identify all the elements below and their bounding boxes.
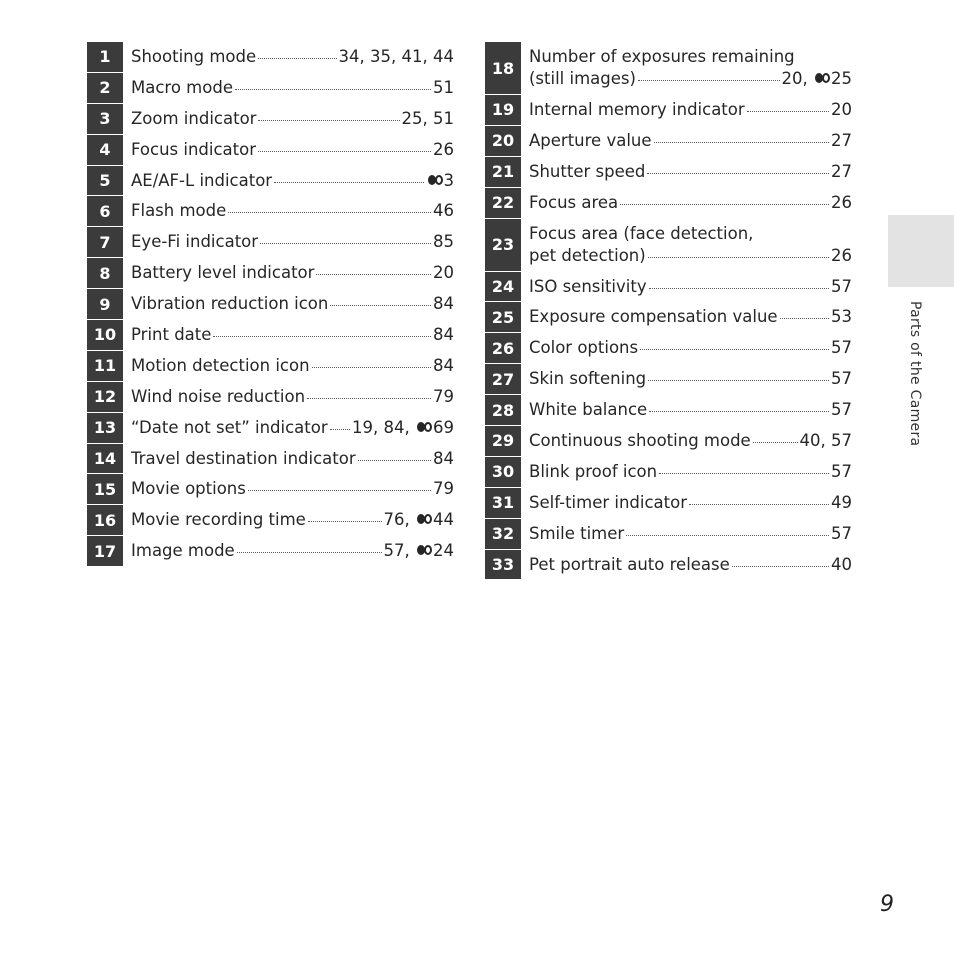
item-description: [521, 157, 852, 187]
page-reference: [352, 417, 454, 439]
item-label: Image mode: [131, 541, 235, 561]
legend-item: [485, 457, 852, 487]
item-line: [529, 523, 852, 545]
item-label: Shooting mode: [131, 46, 257, 66]
page-reference-text: 53: [831, 307, 852, 327]
legend-item: [485, 219, 852, 271]
legend-item: [87, 196, 454, 226]
item-label: Wind noise reduction: [131, 386, 306, 406]
item-line: [529, 399, 852, 421]
dot-leader: [248, 490, 431, 491]
page-reference: [433, 355, 454, 377]
item-label: Blink proof icon: [529, 461, 658, 481]
item-label: Flash mode: [131, 201, 227, 221]
dot-leader: [330, 305, 431, 306]
legend-item: [87, 289, 454, 319]
item-label: Self-timer indicator: [529, 492, 688, 512]
item-label: Aperture value: [529, 130, 652, 150]
dot-leader: [649, 411, 829, 412]
page-reference-text: 27: [831, 161, 852, 181]
legend-item: [87, 320, 454, 350]
reference-section-icon: [815, 72, 831, 85]
item-description: [521, 457, 852, 487]
item-line: [529, 337, 852, 359]
item-description: [521, 550, 852, 580]
page-reference-text: 20: [831, 99, 852, 119]
item-description: [521, 95, 852, 125]
legend-item: [87, 42, 454, 72]
item-number-badge: 17: [87, 536, 123, 566]
item-number-badge: 29: [485, 426, 521, 456]
legend-item: [485, 95, 852, 125]
legend-item: [485, 550, 852, 580]
legend-item: [485, 42, 852, 94]
item-description: [123, 104, 454, 134]
section-label: Parts of the Camera: [907, 301, 923, 447]
item-number-badge: 7: [87, 227, 123, 257]
reference-section-icon: [417, 421, 433, 434]
item-description: [123, 166, 454, 196]
item-description: [123, 258, 454, 288]
page-reference: [831, 492, 852, 514]
dot-leader: [312, 367, 431, 368]
item-label: AE/AF-L indicator: [131, 170, 273, 190]
item-label: Number of exposures remaining: [529, 47, 795, 66]
legend-item: [485, 519, 852, 549]
item-description: [123, 382, 454, 412]
legend-item: [485, 395, 852, 425]
page-reference: [782, 68, 853, 90]
dot-leader: [258, 120, 399, 121]
item-number-badge: 22: [485, 188, 521, 218]
page-reference-text: 57: [831, 338, 852, 358]
item-line: [529, 306, 852, 328]
item-label: White balance: [529, 400, 648, 420]
item-label: Focus area: [529, 192, 619, 212]
legend-item: [87, 413, 454, 443]
page-reference-suffix: 3: [443, 170, 454, 190]
page-reference: [426, 170, 455, 192]
page-reference-text: 57: [831, 461, 852, 481]
reference-section-icon: [417, 513, 433, 526]
item-description: [521, 488, 852, 518]
item-number-badge: 25: [485, 302, 521, 332]
page-reference: [384, 540, 455, 562]
dot-leader: [648, 257, 829, 258]
item-number-badge: 5: [87, 166, 123, 196]
item-description: [123, 42, 454, 72]
item-description: [123, 289, 454, 319]
dot-leader: [316, 274, 431, 275]
item-line: [131, 293, 454, 315]
item-line: [131, 231, 454, 253]
legend-item: [87, 227, 454, 257]
item-line: [131, 417, 454, 439]
page-reference-suffix: 24: [433, 541, 454, 561]
legend-item: [485, 126, 852, 156]
item-label: Eye-Fi indicator: [131, 232, 259, 252]
item-label: (still images): [529, 69, 636, 88]
page-reference-text: 57: [831, 523, 852, 543]
page-reference-suffix: 44: [433, 510, 454, 530]
legend-item: [485, 488, 852, 518]
dot-leader: [648, 380, 829, 381]
page-reference-suffix: 69: [433, 417, 454, 437]
item-number-badge: 2: [87, 73, 123, 103]
page-number: 9: [880, 892, 894, 917]
item-number-badge: 9: [87, 289, 123, 319]
item-description: [521, 219, 852, 271]
item-label: Continuous shooting mode: [529, 430, 751, 450]
item-number-badge: 12: [87, 382, 123, 412]
page-reference-text: 51: [433, 77, 454, 97]
legend-item: [87, 135, 454, 165]
item-line: [131, 386, 454, 408]
item-description: [123, 135, 454, 165]
item-description: [123, 413, 454, 443]
item-description: [521, 395, 852, 425]
dot-leader: [649, 288, 829, 289]
page-reference: [831, 399, 852, 421]
item-line: [529, 223, 852, 245]
legend-item: [87, 351, 454, 381]
page-reference: [402, 108, 454, 130]
item-description: [521, 519, 852, 549]
page-reference: [831, 461, 852, 483]
item-description: [521, 272, 852, 302]
item-line: [529, 461, 852, 483]
item-number-badge: 14: [87, 444, 123, 474]
item-label: pet detection): [529, 245, 646, 265]
page-reference-text: 85: [433, 232, 454, 252]
legend-item: [485, 364, 852, 394]
page-reference-text: 76,: [383, 510, 415, 530]
item-description: [521, 302, 852, 332]
page-reference: [831, 192, 852, 214]
item-line: [131, 478, 454, 500]
item-label: Focus area (face detection,: [529, 223, 754, 243]
page-reference: [433, 448, 454, 470]
page-reference-text: 40, 57: [799, 430, 852, 450]
page-reference-text: 79: [433, 386, 454, 406]
item-label: Internal memory indicator: [529, 99, 745, 119]
item-line: [529, 554, 852, 576]
legend-item: [485, 157, 852, 187]
legend-item: [485, 272, 852, 302]
item-description: [123, 351, 454, 381]
item-line: [131, 108, 454, 130]
dot-leader: [258, 151, 431, 152]
legend-item: [87, 505, 454, 535]
dot-leader: [308, 521, 382, 522]
item-number-badge: 28: [485, 395, 521, 425]
item-line: [529, 368, 852, 390]
item-line: [131, 540, 454, 562]
page-reference: [831, 337, 852, 359]
page-reference-text: 20,: [781, 69, 813, 88]
item-number-badge: 19: [485, 95, 521, 125]
dot-leader: [274, 182, 423, 183]
item-line: [529, 245, 852, 267]
legend-item: [485, 426, 852, 456]
page-reference: [433, 293, 454, 315]
item-description: [123, 444, 454, 474]
item-line: [529, 492, 852, 514]
section-tab: [888, 215, 954, 287]
page-reference-text: 46: [433, 201, 454, 221]
page-reference: [831, 161, 852, 183]
legend-item: [87, 382, 454, 412]
item-number-badge: 24: [485, 272, 521, 302]
item-description: [123, 196, 454, 226]
item-number-badge: 1: [87, 42, 123, 72]
item-number-badge: 20: [485, 126, 521, 156]
page-reference-text: 84: [433, 355, 454, 375]
page-reference: [433, 231, 454, 253]
dot-leader: [640, 349, 829, 350]
item-number-badge: 26: [485, 333, 521, 363]
dot-leader: [689, 504, 829, 505]
page-reference: [433, 200, 454, 222]
item-label: Motion detection icon: [131, 355, 310, 375]
dot-leader: [235, 89, 431, 90]
item-number-badge: 6: [87, 196, 123, 226]
legend-item: [485, 302, 852, 332]
item-line: [131, 355, 454, 377]
page-reference-text: 19, 84,: [352, 417, 415, 437]
item-line: [131, 324, 454, 346]
item-number-badge: 3: [87, 104, 123, 134]
page-reference-text: 27: [831, 130, 852, 150]
legend-item: [485, 333, 852, 363]
page-reference: [800, 430, 852, 452]
legend-item: [87, 444, 454, 474]
item-number-badge: 8: [87, 258, 123, 288]
dot-leader: [620, 204, 829, 205]
page-reference-text: 84: [433, 294, 454, 314]
dot-leader: [626, 535, 829, 536]
item-line: [529, 276, 852, 298]
item-label: Focus indicator: [131, 139, 256, 159]
page-reference: [831, 306, 852, 328]
page-reference-text: 57: [831, 276, 852, 296]
item-line: [131, 77, 454, 99]
dot-leader: [228, 212, 431, 213]
dot-leader: [307, 398, 431, 399]
item-number-badge: 30: [485, 457, 521, 487]
item-description: [521, 188, 852, 218]
item-number-badge: 18: [485, 42, 521, 94]
page-reference-suffix: 25: [831, 69, 852, 88]
reference-section-icon: [417, 544, 433, 557]
item-number-badge: 4: [87, 135, 123, 165]
legend-item: [485, 188, 852, 218]
page-reference-text: 26: [831, 192, 852, 212]
page-reference: [831, 276, 852, 298]
page-reference-text: 26: [831, 245, 852, 265]
page-reference: [831, 554, 852, 576]
legend-item: [87, 258, 454, 288]
item-line: [529, 99, 852, 121]
item-description: [521, 42, 852, 94]
page-reference-text: 57,: [383, 541, 415, 561]
page-reference-text: 20: [433, 263, 454, 283]
page-reference: [433, 262, 454, 284]
left-legend-list: [87, 42, 454, 567]
legend-item: [87, 104, 454, 134]
legend-item: [87, 73, 454, 103]
item-line: [131, 448, 454, 470]
item-label: Exposure compensation value: [529, 307, 778, 327]
page-reference-text: 57: [831, 400, 852, 420]
item-number-badge: 23: [485, 219, 521, 271]
item-line: [131, 200, 454, 222]
legend-item: [87, 166, 454, 196]
right-legend-list: [485, 42, 852, 580]
item-line: [529, 430, 852, 452]
item-line: [529, 161, 852, 183]
dot-leader: [258, 58, 336, 59]
page-reference: [433, 139, 454, 161]
item-line: [131, 509, 454, 531]
item-description: [521, 333, 852, 363]
page-reference-text: 25, 51: [401, 108, 454, 128]
item-number-badge: 27: [485, 364, 521, 394]
page-reference-text: 84: [433, 324, 454, 344]
item-description: [123, 320, 454, 350]
dot-leader: [638, 80, 780, 81]
item-label: Pet portrait auto release: [529, 554, 730, 574]
page-reference-text: 49: [831, 492, 852, 512]
dot-leader: [753, 442, 798, 443]
item-line: [131, 46, 454, 68]
page-reference: [433, 77, 454, 99]
item-line: [529, 68, 852, 90]
dot-leader: [358, 460, 431, 461]
dot-leader: [260, 243, 431, 244]
dot-leader: [654, 142, 829, 143]
item-line: [131, 262, 454, 284]
item-description: [123, 505, 454, 535]
page-reference-text: 40: [831, 554, 852, 574]
page-reference-text: 79: [433, 479, 454, 499]
page-reference: [831, 368, 852, 390]
item-description: [123, 227, 454, 257]
item-line: [529, 192, 852, 214]
page-reference: [433, 386, 454, 408]
dot-leader: [732, 566, 829, 567]
page-reference-text: 34, 35, 41, 44: [338, 46, 454, 66]
item-label: Color options: [529, 338, 639, 358]
item-label: Battery level indicator: [131, 263, 315, 283]
item-label: ISO sensitivity: [529, 276, 647, 296]
page-reference: [433, 324, 454, 346]
item-number-badge: 11: [87, 351, 123, 381]
item-label: Macro mode: [131, 77, 233, 97]
item-description: [521, 126, 852, 156]
item-line: [529, 46, 852, 68]
item-label: Print date: [131, 324, 212, 344]
item-label: Movie recording time: [131, 510, 306, 530]
item-line: [529, 130, 852, 152]
page-reference-text: 57: [831, 369, 852, 389]
item-number-badge: 32: [485, 519, 521, 549]
item-number-badge: 31: [485, 488, 521, 518]
dot-leader: [659, 473, 829, 474]
dot-leader: [213, 336, 431, 337]
item-label: Travel destination indicator: [131, 448, 356, 468]
page-reference: [384, 509, 455, 531]
item-label: Zoom indicator: [131, 108, 257, 128]
dot-leader: [237, 552, 382, 553]
item-description: [521, 364, 852, 394]
page-reference: [831, 99, 852, 121]
item-number-badge: 15: [87, 474, 123, 504]
dot-leader: [780, 318, 829, 319]
reference-section-icon: [428, 174, 444, 187]
item-label: Movie options: [131, 479, 246, 499]
page-reference: [831, 523, 852, 545]
item-number-badge: 33: [485, 550, 521, 580]
dot-leader: [330, 429, 350, 430]
item-description: [123, 73, 454, 103]
page-reference-text: 84: [433, 448, 454, 468]
item-label: Vibration reduction icon: [131, 294, 329, 314]
item-label: Skin softening: [529, 369, 647, 389]
page-reference: [339, 46, 454, 68]
dot-leader: [747, 111, 829, 112]
item-number-badge: 10: [87, 320, 123, 350]
item-description: [123, 536, 454, 566]
legend-item: [87, 536, 454, 566]
item-number-badge: 13: [87, 413, 123, 443]
page-reference: [831, 130, 852, 152]
page-reference: [831, 245, 852, 267]
item-label: “Date not set” indicator: [131, 417, 328, 437]
item-description: [521, 426, 852, 456]
item-description: [123, 474, 454, 504]
item-label: Smile timer: [529, 523, 625, 543]
item-label: Shutter speed: [529, 161, 646, 181]
dot-leader: [647, 173, 829, 174]
item-number-badge: 21: [485, 157, 521, 187]
legend-item: [87, 474, 454, 504]
page-reference-text: 26: [433, 139, 454, 159]
item-number-badge: 16: [87, 505, 123, 535]
page-reference: [433, 478, 454, 500]
item-line: [131, 170, 454, 192]
item-line: [131, 139, 454, 161]
